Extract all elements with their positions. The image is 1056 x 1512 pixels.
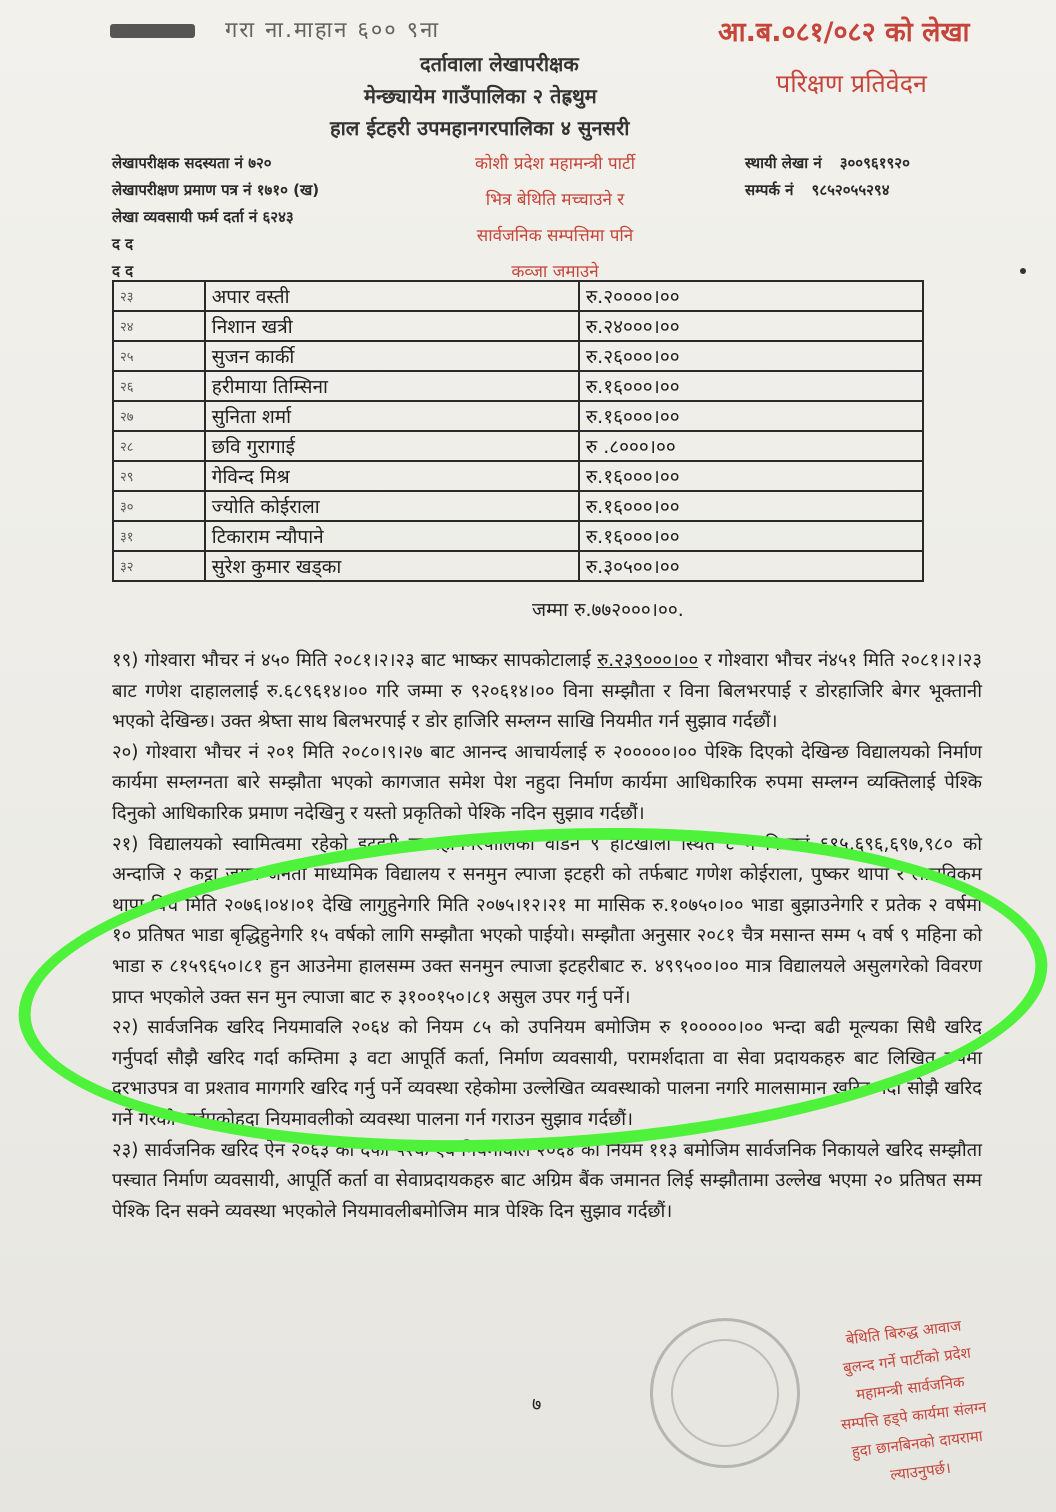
red-note-line: ल्याउनुपर्छ। [889,1458,952,1485]
ink-blot [110,24,195,38]
row-number: २५ [113,341,205,371]
finding-21: २१) विद्यालयको स्वामित्वमा रहेको इटहरी उपमहानगरपालिका वार्डनं ९ हाटखोला स्थित ८ ग कितानं ६९५,६९६,६९७,९८० को अन्दाजि २ कट्ठा जग्गा जनता माध्यमिक विद्यालय र सनमुन ल्पाजा इटहरी को तर्फबाट गणेश कोईराला, पुष्कर थापा र लालविकम थापा विच मिति २०७६।०४।०१ देखि लागुहुनेगरि मिति २०७५।१२।२१ मा मासिक रु.१०७५०।०० भाडा बुझाउनेगरि र प्रतेक २ वर्षमा १० प्रतिषत भाडा बृद्धिहुनेगरि १५ वर्षको लागि सम्झौता भएको पाईयो। सम्झौता अनुसार २०८१ चैत्र मसान्त सम्म ५ वर्ष ९ महिना को भाडा रु ८१५९६५०।८१ हुन आउनेमा हालसम्म उक्त सनमुन ल्पाजा इटहरीबाट रु. ४९९५००।०० मात्र विद्यालयले असुलगरेको विवरण प्राप्त भएकोले उक्त सन मुन ल्पाजा बाट रु ३१००१५०।८१ असुल उपर गर्नु पर्ने। [112,833,982,1008]
letterhead-line-3: हाल ईटहरी उपमहानगरपालिका ४ सुनसरी [330,116,630,140]
row-number: २७ [113,401,205,431]
office-stamp [650,1318,800,1468]
red-center-line: कव्जा जमाउने [511,262,599,282]
finding-23: २३) सार्वजनिक खरिद ऐन २०६३ को दफा ५२क एवं नियमावलि २०६४ को नियम ११३ बमोजिम सार्वजनिक निकायले खरिद सम्झौता पस्चात निर्माण व्यवसायी, आपूर्ति कर्ता वा सेवाप्रदायकहरु बाट अग्रिम बैंक जमानत लिई सम्झौतामा उल्लेख भएमा २० प्रतिषत सम्म पेश्कि दिन सक्ने व्यवस्था भएकोले नियमावलीबमोजिम मात्र पेश्कि दिन सुझाव गर्दछौं। [112,1139,982,1222]
certificate-number: लेखापरीक्षण प्रमाण पत्र नं १७१० (ख) [112,181,320,199]
finding-19: १९) गोश्वारा भौचर नं ४५० मिति २०८१।२।२३ बाट भाष्कर सापकोटालाई रु.२३९०००।०० र गोश्वारा भौचर नं४५१ मिति २०८१।२।२३ बाट गणेश दाहाललाई रु.६८९६१४।०० गरि जम्मा रु ९२०६१४।०० विना सम्झौता र विना बिलभरपाई र डोरहाजिरि बेगर भूक्तानी भएको देखिन्छ। उक्त श्रेष्ता साथ बिलभरपाई र डोर हाजिरि सम्लग्न साखि नियमीत गर्न सुझाव गर्दछौं। [112,650,982,733]
red-annotation-note [803,1306,1022,1497]
cropped-text: गरा ना.माहान ६०० ९ना [225,18,441,43]
payee-name: अपार वस्ती [205,281,579,311]
red-note-line: बेथिति बिरुद्ध आवाज [844,1316,963,1349]
page-number: ७ [532,1394,542,1415]
payment-amount: रु.२६०००।०० [579,341,923,371]
payee-name: ज्योति कोईराला [205,491,579,521]
pan-value: ३००९६१९२० [839,154,910,172]
row-number: ३२ [113,551,205,581]
red-center-line: कोशी प्रदेश महामन्त्री पार्टी [475,154,635,174]
meta-blank-1: द द [112,235,134,253]
letterhead-line-2: मेन्छ्यायेम गाउँपालिका २ तेह्रथुम [364,84,597,108]
red-center-line: भित्र बेथिति मच्चाउने र [485,190,625,210]
red-note-line: महामन्त्री सार्वजनिक [855,1372,966,1404]
underlined-amount: रु.२३९०००।०० [597,650,699,671]
payment-amount: रु.१६०००।०० [579,491,923,521]
red-annotation-title-1: आ.ब.०८१/०८२ को लेखा [718,17,970,48]
membership-number: लेखापरीक्षक सदस्यता नं ७२० [112,154,272,172]
table-row [113,431,923,461]
row-number: २८ [113,431,205,461]
payee-name: हरीमाया तिम्सिना [205,371,579,401]
payment-amount: रु .८०००।०० [579,431,923,461]
table-row [113,281,923,311]
payee-name: गेविन्द मिश्र [205,461,579,491]
payment-amount: रु.१६०००।०० [579,521,923,551]
red-annotation-center [440,146,670,290]
meta-blank-2: द द [112,262,134,280]
phone-label: सम्पर्क नं [745,181,794,199]
finding-22: २२) सार्वजनिक खरिद नियमावलि २०६४ को नियम ८५ को उपनियम बमोजिम रु १०००००।०० भन्दा बढी मूल्यका सिधै खरिद गर्नुपर्दा सौझै खरिद गर्दा कम्तिमा ३ वटा आपूर्ति कर्ता, निर्माण व्यवसायी, परामर्शदाता वा सेवा प्रदायकहरु बाट लिखित रुपमा दरभाउपत्र वा प्रश्ताव मागगरि खरिद गर्नु पर्ने व्यवस्था रहेकोमा उल्लेखित व्यवस्थाको पालना नगरि मालसामान खरिद गर्दा सोझै खरिद गर्ने गरेको पाईएकोहुदा नियमावलीको व्यवस्था पालना गर्न गराउन सुझाव गर्दछौं। [112,1017,982,1130]
table-row [113,401,923,431]
table-row [113,551,923,581]
firm-registration: लेखा व्यवसायी फर्म दर्ता नं ६२४३ [112,208,294,226]
letterhead-line-1: दर्तावाला लेखापरीक्षक [420,52,579,76]
red-note-line: सम्पत्ति हड्पे कार्यमा संलग्न [839,1398,988,1434]
row-number: २३ [113,281,205,311]
pan-label: स्थायी लेखा नं [745,154,822,172]
row-number: २६ [113,371,205,401]
table-row [113,371,923,401]
payment-amount: रु.१६०००।०० [579,401,923,431]
payee-name: सुनिता शर्मा [205,401,579,431]
payee-name: निशान खत्री [205,311,579,341]
payee-name: छवि गुरागाई [205,431,579,461]
ink-dot [1020,268,1026,274]
payment-amount: रु.३०५००।०० [579,551,923,581]
payee-name: टिकाराम न्यौपाने [205,521,579,551]
contact-details [745,150,910,204]
auditor-details [112,150,319,285]
audit-findings [112,646,982,1227]
row-number: २४ [113,311,205,341]
payment-amount: रु.१६०००।०० [579,371,923,401]
finding-20: २०) गोश्वारा भौचर नं २०१ मिति २०८०।९।२७ बाट आनन्द आचार्यलाई रु २०००००।०० पेश्कि दिएको देखिन्छ विद्यालयको निर्माण कार्यमा सम्लग्नता बारे सम्झौता भएको कागजात समेश पेश नहुदा निर्माण कार्यमा आधिकारिक रुपमा सम्लग्न व्यक्तिलाई पेश्कि दिनुको आधिकारिक प्रमाण नदेखिनु र यस्तो प्रकृतिको पेश्कि नदिन सुझाव गर्दछौं। [112,741,982,824]
red-annotation-title-2: परिक्षण प्रतिवेदन [776,69,927,98]
payee-name: सुरेश कुमार खड्का [205,551,579,581]
row-number: ३० [113,491,205,521]
red-note-line: बुलन्द गर्ने पार्टीको प्रदेश [842,1343,972,1378]
cropped-top-line [110,14,440,44]
table-row [113,491,923,521]
payment-amount: रु.२४०००।०० [579,311,923,341]
red-center-line: सार्वजनिक सम्पत्तिमा पनि [476,226,634,246]
red-note-line: हुदा छानबिनको दायरामा [850,1426,984,1461]
phone-value: ९८५२०५५२९४ [811,181,890,199]
table-total: जम्मा रु.७७२०००।००. [532,599,684,621]
table-row [113,461,923,491]
payment-table [112,280,924,582]
table-row [113,521,923,551]
row-number: ३१ [113,521,205,551]
payee-name: सुजन कार्की [205,341,579,371]
payment-amount: रु.२००००।०० [579,281,923,311]
payment-amount: रु.१६०००।०० [579,461,923,491]
table-row [113,341,923,371]
table-row [113,311,923,341]
row-number: २९ [113,461,205,491]
